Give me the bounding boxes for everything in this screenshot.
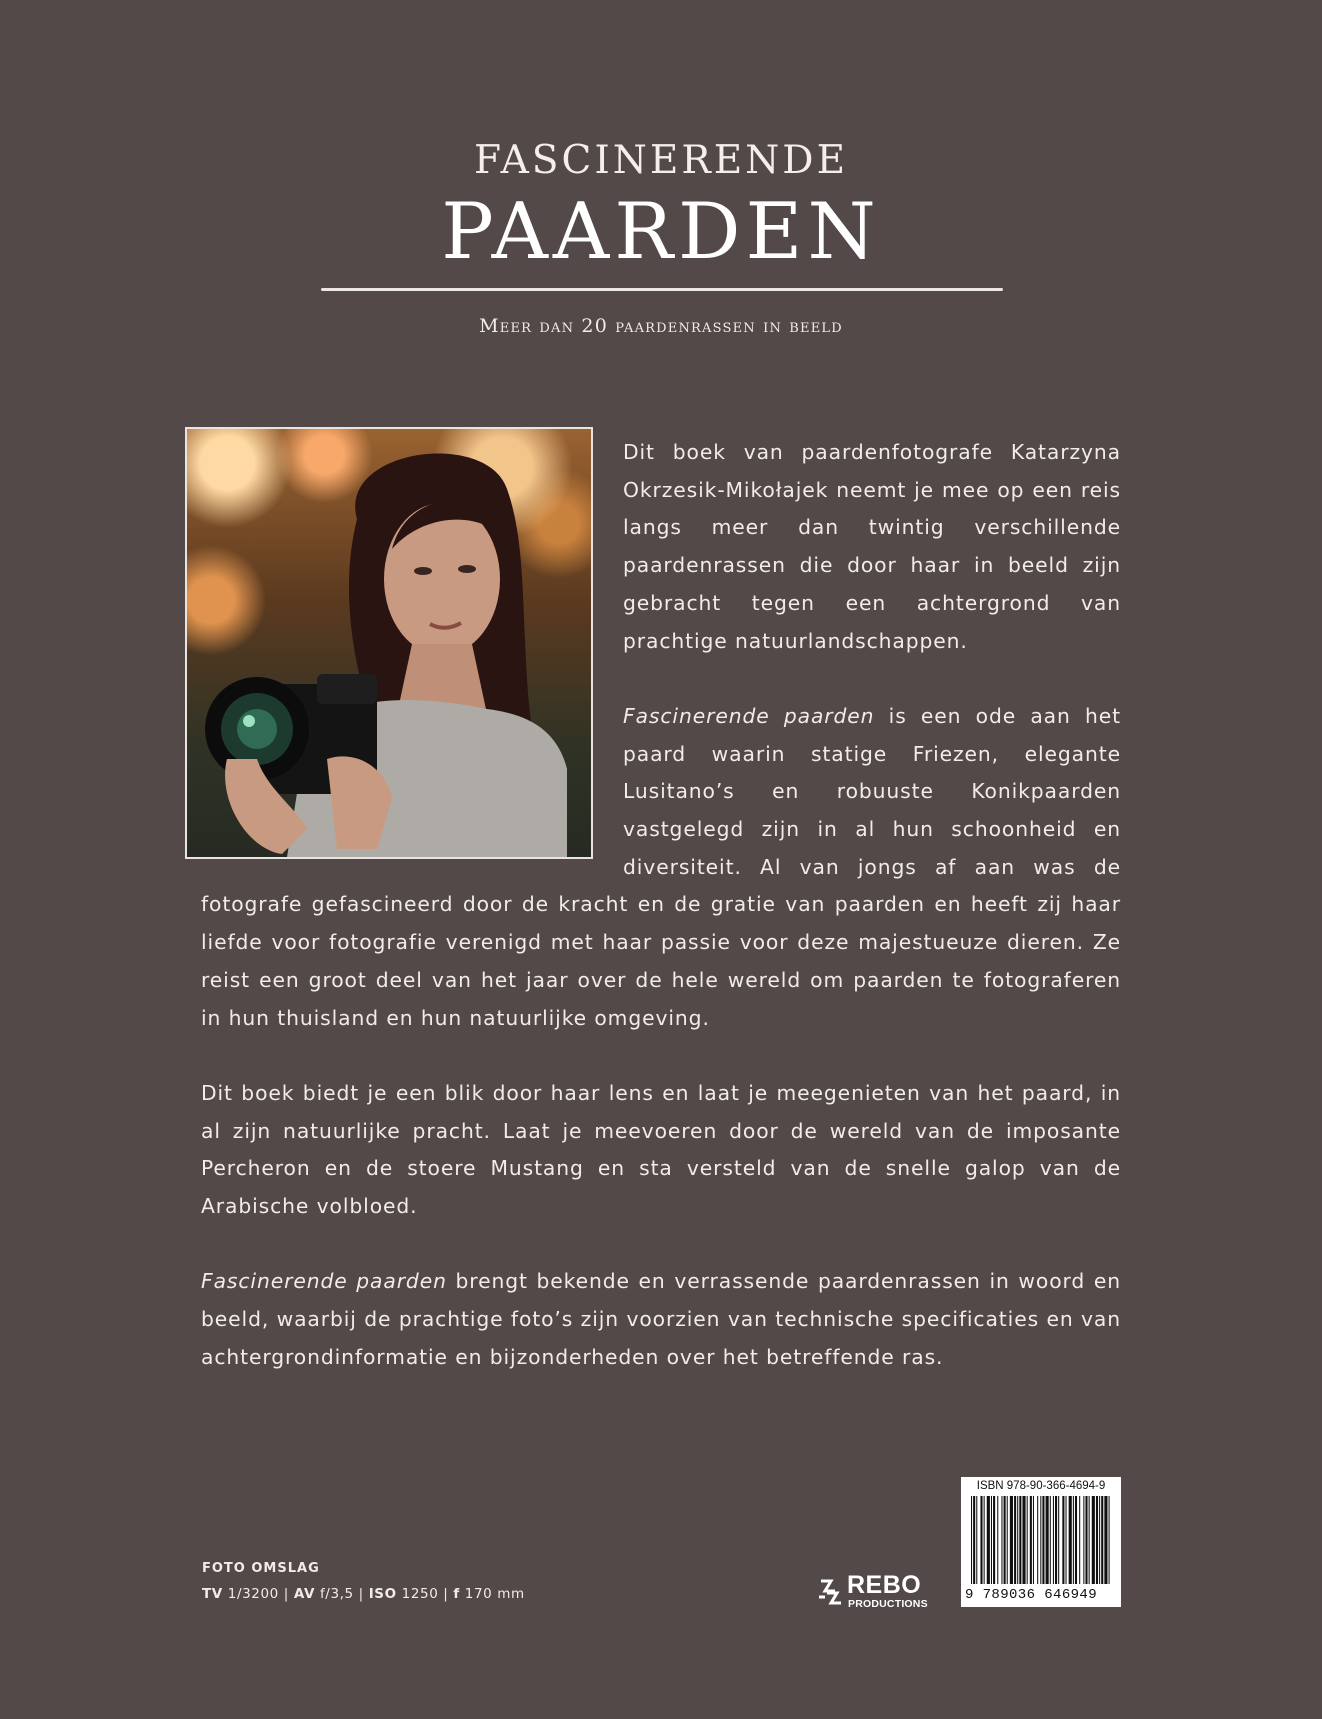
barcode-bar <box>1062 1496 1064 1584</box>
book-title-italic: Fascinerende paarden <box>623 703 875 728</box>
focal-value: 170 mm <box>464 1586 525 1602</box>
spec-separator: | <box>358 1586 364 1602</box>
book-title-italic: Fascinerende paarden <box>201 1269 447 1294</box>
barcode-bar <box>971 1496 972 1584</box>
iso-label: ISO <box>368 1586 397 1602</box>
photo-wrap-spacer <box>201 434 623 868</box>
title-divider <box>321 288 1003 291</box>
barcode-bar <box>980 1496 982 1584</box>
barcode-bar <box>1033 1496 1034 1584</box>
description-paragraph-1: Dit boek van paardenfotografe Katarzyna Okrzesik-Mikołajek neemt je mee op een reis langs meer dan twintig verschillende paardenrassen die door haar in beeld zijn gebracht tegen een achtergrond van prachtige natuurlandschappen. <box>623 440 1121 653</box>
barcode-bar <box>987 1496 990 1584</box>
description-text <box>201 434 1121 1414</box>
av-label: AV <box>293 1586 316 1602</box>
barcode-bar <box>976 1496 977 1584</box>
barcode-bar <box>1104 1496 1107 1584</box>
barcode-bar <box>993 1496 995 1584</box>
barcode-bar <box>1092 1496 1095 1584</box>
barcode-bar <box>1053 1496 1054 1584</box>
barcode-bar <box>1001 1496 1002 1584</box>
tv-value: 1/3200 <box>227 1586 279 1602</box>
rebo-logo-icon <box>817 1575 845 1611</box>
barcode-bar <box>1069 1496 1072 1584</box>
barcode-bar <box>1066 1496 1067 1584</box>
tv-label: TV <box>202 1586 223 1602</box>
barcode-bar <box>1101 1496 1103 1584</box>
description-paragraph-4-text: brengt bekende en verrassende paardenrassen in woord en beeld, waarbij de prachtige foto’s zijn voorzien van technische specificaties en van achtergrondinformatie en bijzonderheden over het betreffende ras. <box>201 1269 1121 1369</box>
barcode-bar <box>997 1496 998 1584</box>
description-paragraph-2-text: is een ode aan het paard waarin statige Friezen, elegante Lusitano’s en robuuste Konikpaarden vastgelegd zijn in al hun schoonheid en diversiteit. Al van jongs af aan was de fotografe gefascineerd door de kracht en de gratie van paarden en heeft zij haar liefde voor fotografie verenigd met haar passie voor deze majestueuze dieren. Ze reist een groot deel van het jaar over de hele wereld om paarden te fotograferen in hun thuisland en hun natuurlijke omgeving. <box>201 703 1121 1030</box>
barcode-bar <box>984 1496 985 1584</box>
subtitle: Meer dan 20 paardenrassen in beeld <box>479 315 843 337</box>
barcode-bar <box>1007 1496 1008 1584</box>
spec-separator: | <box>443 1586 449 1602</box>
barcode-bar <box>1075 1496 1077 1584</box>
barcode-bars <box>969 1496 1113 1586</box>
barcode-bar <box>1058 1496 1059 1584</box>
barcode-bar <box>1042 1496 1044 1584</box>
title-top: FASCINERENDE <box>473 138 849 183</box>
barcode-bar <box>1055 1496 1057 1584</box>
barcode-bar <box>1030 1496 1032 1584</box>
barcode-bar <box>1109 1496 1110 1584</box>
iso-value: 1250 <box>401 1586 439 1602</box>
barcode-bar <box>1046 1496 1049 1584</box>
av-value: f/3,5 <box>319 1586 354 1602</box>
isbn-text: ISBN 978-90-366-4694-9 <box>976 1480 1106 1492</box>
title-main: PAARDEN <box>441 187 881 277</box>
barcode-bar <box>1079 1496 1080 1584</box>
barcode-bar <box>1073 1496 1074 1584</box>
ean-digits: 9 789036 646949 <box>965 1587 1098 1603</box>
credits-label: FOTO OMSLAG <box>202 1561 320 1576</box>
description-paragraph-3: Dit boek biedt je een blik door haar lens en laat je meegenieten van het paard, in al zijn natuurlijke pracht. Laat je meevoeren door de wereld van de imposante Percheron en de stoere Mustang en sta versteld van de snelle galop van de Arabische volbloed. <box>201 1080 1121 1219</box>
barcode-bar <box>973 1496 975 1584</box>
barcode-bar <box>1040 1496 1041 1584</box>
barcode-bar <box>1017 1496 1018 1584</box>
spec-separator: | <box>283 1586 289 1602</box>
photo-credits <box>202 1561 525 1602</box>
publisher-sub: PRODUCTIONS <box>848 1598 928 1610</box>
camera-specs <box>202 1586 525 1602</box>
publisher-logo <box>817 1573 939 1611</box>
barcode-bar <box>1022 1496 1025 1584</box>
publisher-name: REBO <box>847 1571 922 1599</box>
isbn-barcode <box>961 1477 1121 1607</box>
barcode-bar <box>1019 1496 1021 1584</box>
barcode-bar <box>1014 1496 1016 1584</box>
barcode-bar <box>1004 1496 1006 1584</box>
barcode-bar <box>1083 1496 1084 1584</box>
barcode-bar <box>1096 1496 1098 1584</box>
description-paragraph-4 <box>201 1263 1121 1376</box>
barcode-bar <box>1027 1496 1028 1584</box>
barcode-bar <box>1085 1496 1087 1584</box>
barcode-bar <box>991 1496 992 1584</box>
barcode-bar <box>1050 1496 1051 1584</box>
focal-label: f <box>453 1586 460 1602</box>
barcode-bar <box>1010 1496 1013 1584</box>
barcode-bar <box>1099 1496 1100 1584</box>
barcode-bar <box>1089 1496 1090 1584</box>
barcode-bar <box>1037 1496 1038 1584</box>
